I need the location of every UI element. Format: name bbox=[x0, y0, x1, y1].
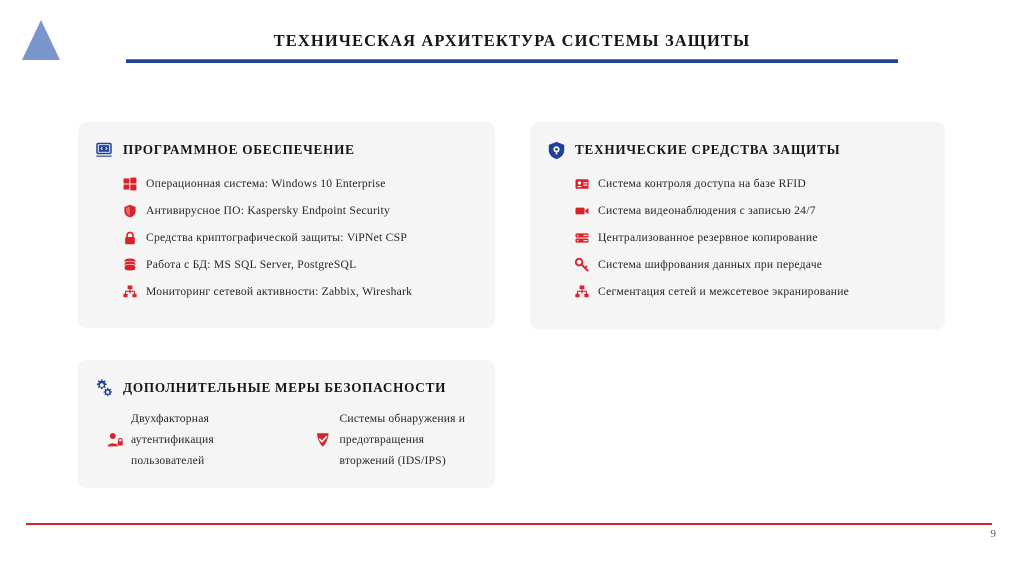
card-software-title: ПРОГРАММНОЕ ОБЕСПЕЧЕНИЕ bbox=[123, 142, 355, 157]
list-item-label: Средства криптографической защиты: ViPNet CSP bbox=[146, 231, 408, 244]
list-item bbox=[106, 408, 271, 471]
gears-icon bbox=[94, 378, 114, 398]
list-item bbox=[574, 224, 933, 251]
card-hardware-header bbox=[546, 140, 840, 160]
page-number: 9 bbox=[990, 528, 996, 540]
extra-measures-grid bbox=[106, 408, 479, 471]
card-extra-measures bbox=[78, 360, 495, 488]
shield-check-icon bbox=[315, 431, 332, 448]
list-item bbox=[122, 170, 483, 197]
list-item bbox=[315, 408, 480, 471]
lock-icon bbox=[122, 230, 137, 245]
list-item-label: Двухфакторная аутентификация пользователей bbox=[131, 412, 214, 467]
video-camera-icon bbox=[574, 203, 589, 218]
list-item bbox=[122, 278, 483, 305]
list-item-label: Операционная система: Windows 10 Enterprise bbox=[146, 177, 386, 190]
list-item-label: Сегментация сетей и межсетевое экранирование bbox=[598, 285, 850, 298]
list-item-label: Система контроля доступа на базе RFID bbox=[598, 177, 806, 190]
windows-icon bbox=[122, 176, 137, 191]
list-item-label: Система видеонаблюдения с записью 24/7 bbox=[598, 204, 816, 217]
title-underline-rule bbox=[126, 59, 898, 63]
card-software bbox=[78, 122, 495, 328]
list-item-label: Работа с БД: MS SQL Server, PostgreSQL bbox=[146, 258, 357, 271]
key-icon bbox=[574, 257, 589, 272]
list-item bbox=[122, 224, 483, 251]
footer-rule bbox=[26, 523, 992, 525]
list-item-label: Антивирусное ПО: Kaspersky Endpoint Security bbox=[146, 204, 391, 217]
software-list bbox=[122, 170, 483, 305]
card-extra-header bbox=[94, 378, 446, 398]
list-item bbox=[122, 251, 483, 278]
list-item-label: Системы обнаружения и предотвращения вторжений (IDS/IPS) bbox=[339, 412, 466, 467]
list-item-label: Система шифрования данных при передаче bbox=[598, 258, 823, 271]
list-item-label: Централизованное резервное копирование bbox=[598, 231, 818, 244]
list-item bbox=[574, 197, 933, 224]
triangle-logo-icon bbox=[22, 20, 60, 60]
card-extra-title: ДОПОЛНИТЕЛЬНЫЕ МЕРЫ БЕЗОПАСНОСТИ bbox=[123, 380, 447, 395]
server-icon bbox=[574, 230, 589, 245]
list-item bbox=[122, 197, 483, 224]
card-hardware bbox=[530, 122, 945, 330]
database-icon bbox=[122, 257, 137, 272]
shield-icon bbox=[122, 203, 137, 218]
sitemap-icon bbox=[574, 284, 589, 299]
card-software-header bbox=[94, 140, 355, 160]
list-item bbox=[574, 278, 933, 305]
card-hardware-title: ТЕХНИЧЕСКИЕ СРЕДСТВА ЗАЩИТЫ bbox=[575, 142, 841, 157]
list-item bbox=[574, 170, 933, 197]
page-title: ТЕХНИЧЕСКАЯ АРХИТЕКТУРА СИСТЕМЫ ЗАЩИТЫ bbox=[273, 31, 751, 50]
user-lock-icon bbox=[106, 431, 123, 448]
laptop-code-icon bbox=[94, 140, 114, 160]
id-card-icon bbox=[574, 176, 589, 191]
shield-badge-icon bbox=[546, 140, 566, 160]
list-item bbox=[574, 251, 933, 278]
network-icon bbox=[122, 284, 137, 299]
list-item-label: Мониторинг сетевой активности: Zabbix, Wireshark bbox=[146, 285, 413, 298]
hardware-list bbox=[574, 170, 933, 305]
